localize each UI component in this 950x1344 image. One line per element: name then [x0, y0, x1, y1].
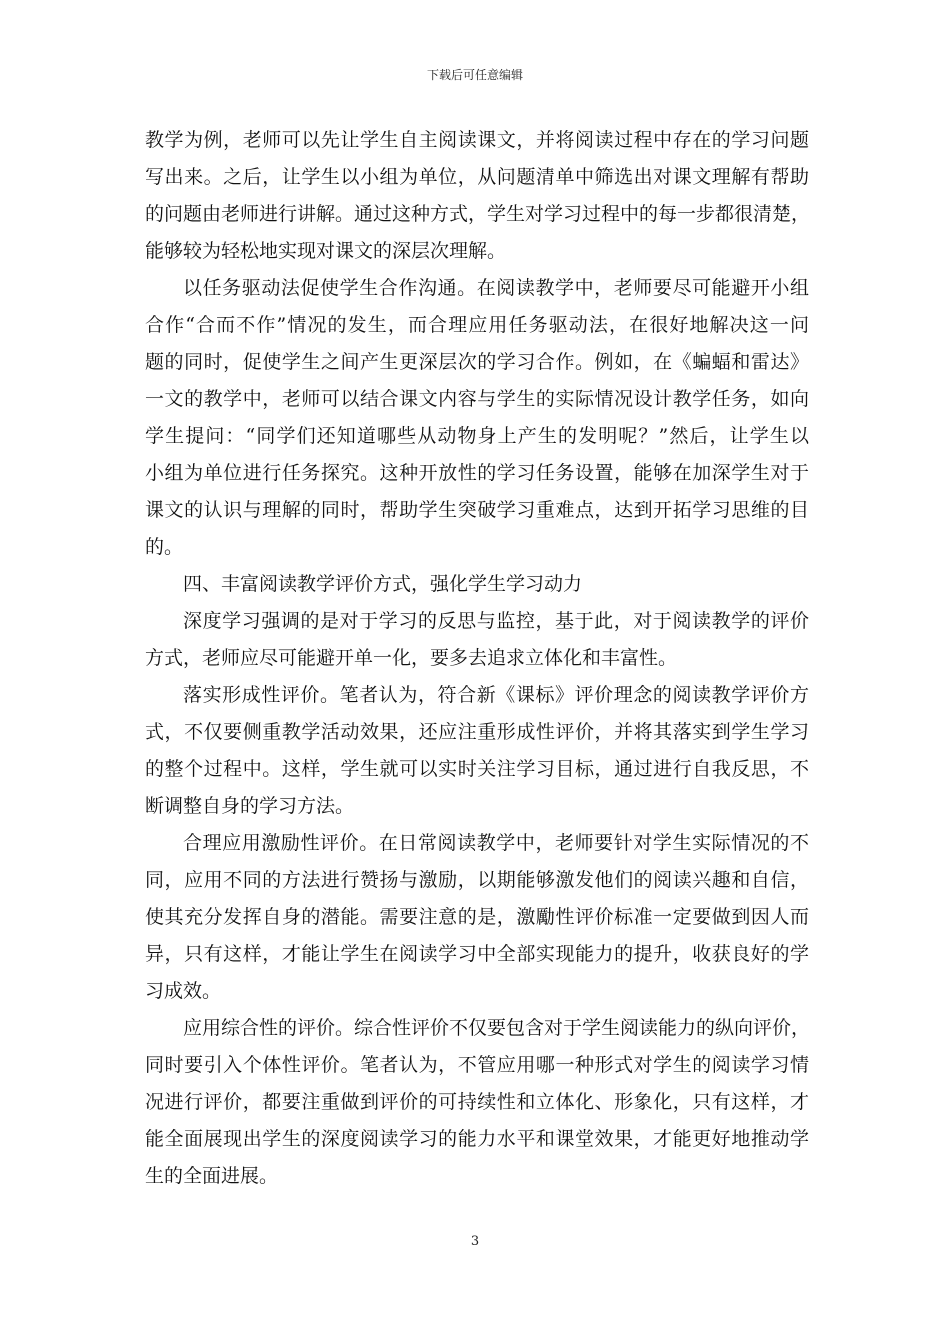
text-line: 教学为例，老师可以先让学生自主阅读课文，并将阅读过程中存在的学习问题 [145, 129, 809, 151]
section-heading [145, 566, 809, 603]
text-line: 习成效。 [145, 980, 222, 1002]
text-line: 能够较为轻松地实现对课文的深层次理解。 [145, 240, 507, 262]
text-line: 况进行评价，都要注重做到评价的可持续性和立体化、形象化，只有这样，才 [145, 1091, 809, 1113]
document-body [145, 122, 809, 1195]
paragraph [145, 825, 809, 1010]
text-line: 的问题由老师进行讲解。通过这种方式，学生对学习过程中的每一步都很清楚， [145, 203, 811, 225]
text-line: 的。 [145, 536, 184, 558]
text-line: 题的同时，促使学生之间产生更深层次的学习合作。例如，在《蝙蝠和雷达》 [145, 351, 809, 373]
text-line: 落实形成性评价。笔者认为，符合新《课标》评价理念的阅读教学评价方 [183, 684, 809, 706]
text-line: 以任务驱动法促使学生合作沟通。在阅读教学中，老师要尽可能避开小组 [183, 277, 809, 299]
text-line: 四、丰富阅读教学评价方式，强化学生学习动力 [183, 573, 583, 595]
text-line: 生的全面进展。 [145, 1165, 279, 1187]
paragraph [145, 677, 809, 825]
text-line: 的整个过程中。这样，学生就可以实时关注学习目标，通过进行自我反思，不 [145, 758, 809, 780]
text-line: 能全面展现出学生的深度阅读学习的能力水平和课堂效果，才能更好地推动学 [145, 1128, 809, 1150]
page-header: 下载后可任意编辑 [426, 68, 523, 82]
text-line: 深度学习强调的是对于学习的反思与监控，基于此，对于阅读教学的评价 [183, 610, 809, 632]
text-line: 合理应用激励性评价。在日常阅读教学中，老师要针对学生实际情况的不 [183, 832, 809, 854]
text-line: 使其充分发挥自身的潜能。需要注意的是，激勵性评价标准一定要做到因人而 [145, 906, 809, 928]
text-line: 同时要引入个体性评价。笔者认为，不管应用哪一种形式对学生的阅读学习情 [145, 1054, 809, 1076]
text-line: 课文的认识与理解的同时，帮助学生突破学习重难点，达到开拓学习思维的目 [145, 499, 809, 521]
text-line: 同，应用不同的方法进行赞扬与激励，以期能够激发他们的阅读兴趣和自信， [145, 869, 809, 891]
page-number: 3 [470, 1234, 480, 1249]
text-line: 异，只有这样，才能让学生在阅读学习中全部实现能力的提升，收获良好的学 [145, 943, 809, 965]
text-line: 一文的教学中，老师可以结合课文内容与学生的实际情况设计教学任务，如向 [145, 388, 809, 410]
text-line: 学生提问：“同学们还知道哪些从动物身上产生的发明呢？”然后，让学生以 [145, 425, 809, 447]
text-line: 应用综合性的评价。综合性评价不仅要包含对于学生阅读能力的纵向评价， [183, 1017, 811, 1039]
text-line: 小组为单位进行任务探究。这种开放性的学习任务设置，能够在加深学生对于 [145, 462, 809, 484]
paragraph [145, 1010, 809, 1195]
text-line: 合作“合而不作”情况的发生，而合理应用任务驱动法，在很好地解决这一问 [145, 314, 809, 336]
text-line: 断调整自身的学习方法。 [145, 795, 355, 817]
paragraph [145, 122, 809, 270]
paragraph [145, 270, 809, 566]
text-line: 方式，老师应尽可能避开单一化，要多去追求立体化和丰富性。 [145, 647, 678, 669]
text-line: 写出来。之后，让学生以小组为单位，从问题清单中筛选出对课文理解有帮助 [145, 166, 809, 188]
paragraph [145, 603, 809, 677]
text-line: 式，不仅要侧重教学活动效果，还应注重形成性评价，并将其落实到学生学习 [145, 721, 809, 743]
